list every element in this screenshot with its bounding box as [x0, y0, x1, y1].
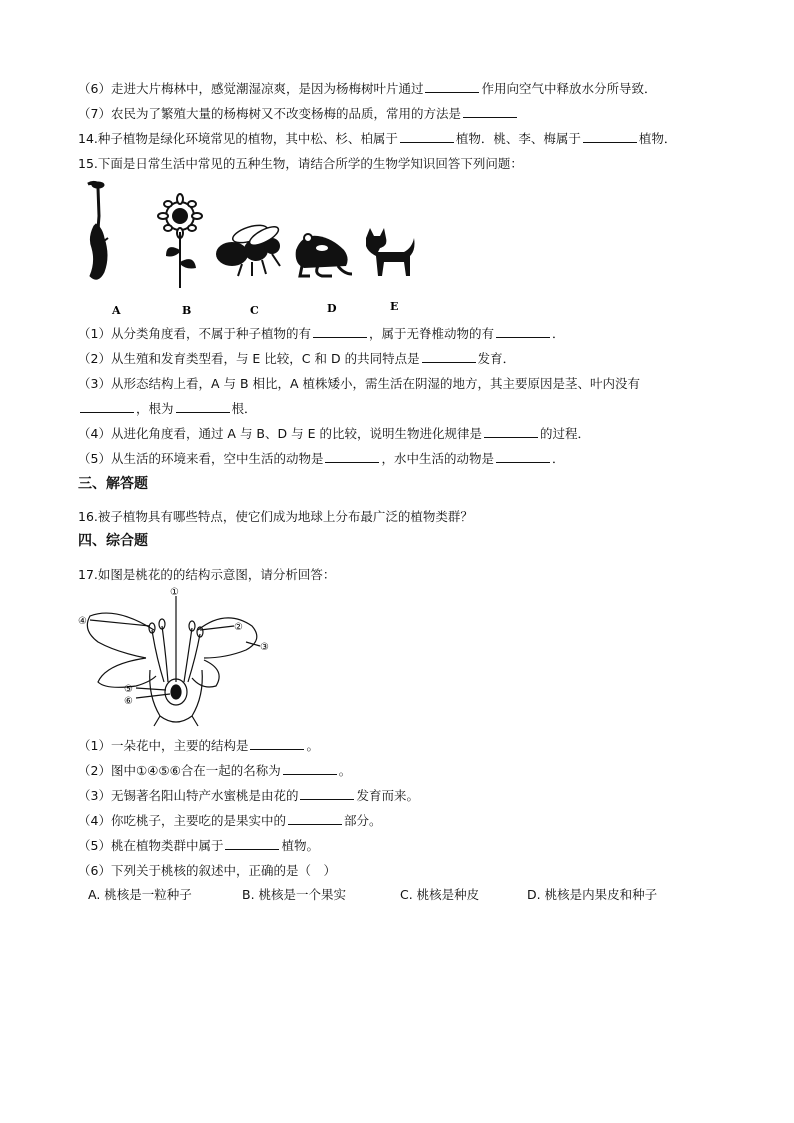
option-c[interactable]: C. 桃核是种皮	[400, 887, 480, 902]
q17-item3-text: （3）无锡著名阳山特产水蜜桃是由花的	[78, 788, 299, 803]
answer-blank[interactable]	[496, 325, 550, 338]
q17-item2-text: （2）图中①④⑤⑥合在一起的名称为	[78, 763, 281, 778]
organism-label-e: E	[390, 300, 399, 313]
q17-item1	[78, 737, 319, 755]
q16: 16.被子植物具有哪些特点，使它们成为地球上分布最广泛的植物类群？	[78, 509, 473, 524]
q14-text-mid: 植物．桃、李、梅属于	[455, 131, 581, 146]
q15-stem: 15.下面是日常生活中常见的五种生物，请结合所学的生物学知识回答下列问题：	[78, 156, 523, 171]
answer-blank[interactable]	[225, 837, 279, 850]
q17-item4-text: （4）你吃桃子，主要吃的是果实中的	[78, 813, 286, 828]
q15-item3	[78, 375, 640, 393]
left-lower-petal	[98, 658, 156, 687]
marker-5: ⑤	[124, 684, 133, 695]
q17-item5-text: （5）桃在植物类群中属于	[78, 838, 224, 853]
organism-label-d: D	[327, 302, 337, 315]
right-petal	[198, 618, 257, 658]
q17-item4	[78, 812, 381, 830]
answer-blank[interactable]	[400, 130, 454, 143]
marker-2: ②	[234, 622, 243, 633]
left-petal	[87, 613, 154, 658]
answer-blank[interactable]	[325, 450, 379, 463]
q15-item3-continued	[78, 400, 257, 418]
q15-item2-text: （2）从生殖和发育类型看，与 E 比较，C 和 D 的共同特点是	[78, 351, 420, 366]
answer-blank[interactable]	[250, 737, 304, 750]
q15-item3-text-mid: ，根为	[136, 401, 174, 416]
q17-item3	[78, 787, 419, 805]
q15-item5-text: （5）从生活的环境来看，空中生活的动物是	[78, 451, 324, 466]
option-d[interactable]: D. 桃核是内果皮和种子	[527, 887, 658, 902]
q15-item5-text-end: ．	[551, 451, 565, 466]
marker-6: ⑥	[124, 696, 133, 707]
q15-item1-text-mid: ，属于无脊椎动物的有	[368, 326, 494, 341]
q15-item2	[78, 350, 515, 368]
moss-image	[88, 182, 108, 279]
answer-blank[interactable]	[283, 762, 337, 775]
answer-blank[interactable]	[80, 400, 134, 413]
q15-item2-text-end: 发育．	[477, 351, 516, 366]
q17-item3-text-end: 发育而来。	[356, 788, 419, 803]
q14-text-end: 植物．	[638, 131, 677, 146]
section-heading-4: 四、综合题	[78, 533, 148, 549]
q15-item1	[78, 325, 565, 343]
answer-blank[interactable]	[288, 812, 342, 825]
marker-4: ④	[78, 616, 87, 627]
organisms-figure	[82, 176, 422, 318]
frog-image	[296, 234, 352, 276]
answer-blank[interactable]	[300, 787, 354, 800]
q15-item3-text: （3）从形态结构上看，A 与 B 相比，A 植株矮小，需生活在阴湿的地方，其主要原因是茎、叶内没有	[78, 376, 641, 391]
q17-item5	[78, 837, 319, 855]
bee-image	[216, 222, 281, 276]
q17-item2-text-end: 。	[338, 763, 352, 778]
q13-item6-text: （6）走进大片梅林中，感觉潮湿凉爽，是因为杨梅树叶片通过	[78, 81, 424, 96]
q15-item4-text: （4）从进化角度看，通过 A 与 B、D 与 E 的比较，说明生物进化规律是	[78, 426, 482, 441]
answer-blank[interactable]	[496, 450, 550, 463]
marker-3: ③	[260, 642, 269, 653]
q14-text: 14.种子植物是绿化环境常见的植物，其中松、杉、柏属于	[78, 131, 398, 146]
q17-item4-text-end: 部分。	[343, 813, 382, 828]
q17-item6: （6）下列关于桃核的叙述中，正确的是（ ）	[78, 863, 336, 878]
q17-item5-text-end: 植物。	[281, 838, 319, 853]
q17-stem: 17.如图是桃花的的结构示意图，请分析回答：	[78, 567, 336, 582]
dog-image	[366, 228, 415, 276]
q13-item7-text: （7）农民为了繁殖大量的杨梅树又不改变杨梅的品质，常用的方法是	[78, 106, 461, 121]
q15-item4	[78, 425, 590, 443]
option-b[interactable]: B. 桃核是一个果实	[242, 887, 347, 902]
q15-item1-text: （1）从分类角度看，不属于种子植物的有	[78, 326, 311, 341]
q17-item2	[78, 762, 351, 780]
answer-blank[interactable]	[463, 105, 517, 118]
q13-item6-text-end: 作用向空气中释放水分所导致．	[481, 81, 657, 96]
answer-blank[interactable]	[425, 80, 479, 93]
marker-1: ①	[170, 587, 179, 598]
right-lower-petal	[192, 660, 219, 687]
sunflower-image	[158, 194, 202, 288]
answer-blank[interactable]	[484, 425, 538, 438]
option-a[interactable]: A. 桃核是一粒种子	[88, 887, 192, 902]
q15-item3-text-end: 根．	[231, 401, 257, 416]
q17-item1-text-end: 。	[306, 738, 319, 753]
answer-blank[interactable]	[422, 350, 476, 363]
section-heading-3: 三、解答题	[78, 476, 148, 492]
peach-flower-diagram	[76, 586, 276, 734]
answer-blank[interactable]	[583, 130, 637, 143]
q15-item5-text-mid: ，水中生活的动物是	[381, 451, 494, 466]
q13-item6	[78, 80, 656, 98]
q15-item4-text-end: 的过程．	[539, 426, 590, 441]
organism-label-a: A	[112, 304, 121, 317]
q14	[78, 130, 676, 148]
organism-label-c: C	[250, 304, 259, 317]
q15-item1-text-end: ．	[551, 326, 565, 341]
q15-item5	[78, 450, 565, 468]
answer-blank[interactable]	[313, 325, 367, 338]
organism-label-b: B	[182, 304, 192, 317]
q17-item1-text: （1）一朵花中，主要的结构是	[78, 738, 249, 753]
answer-blank[interactable]	[176, 400, 230, 413]
q13-item7	[78, 105, 519, 123]
